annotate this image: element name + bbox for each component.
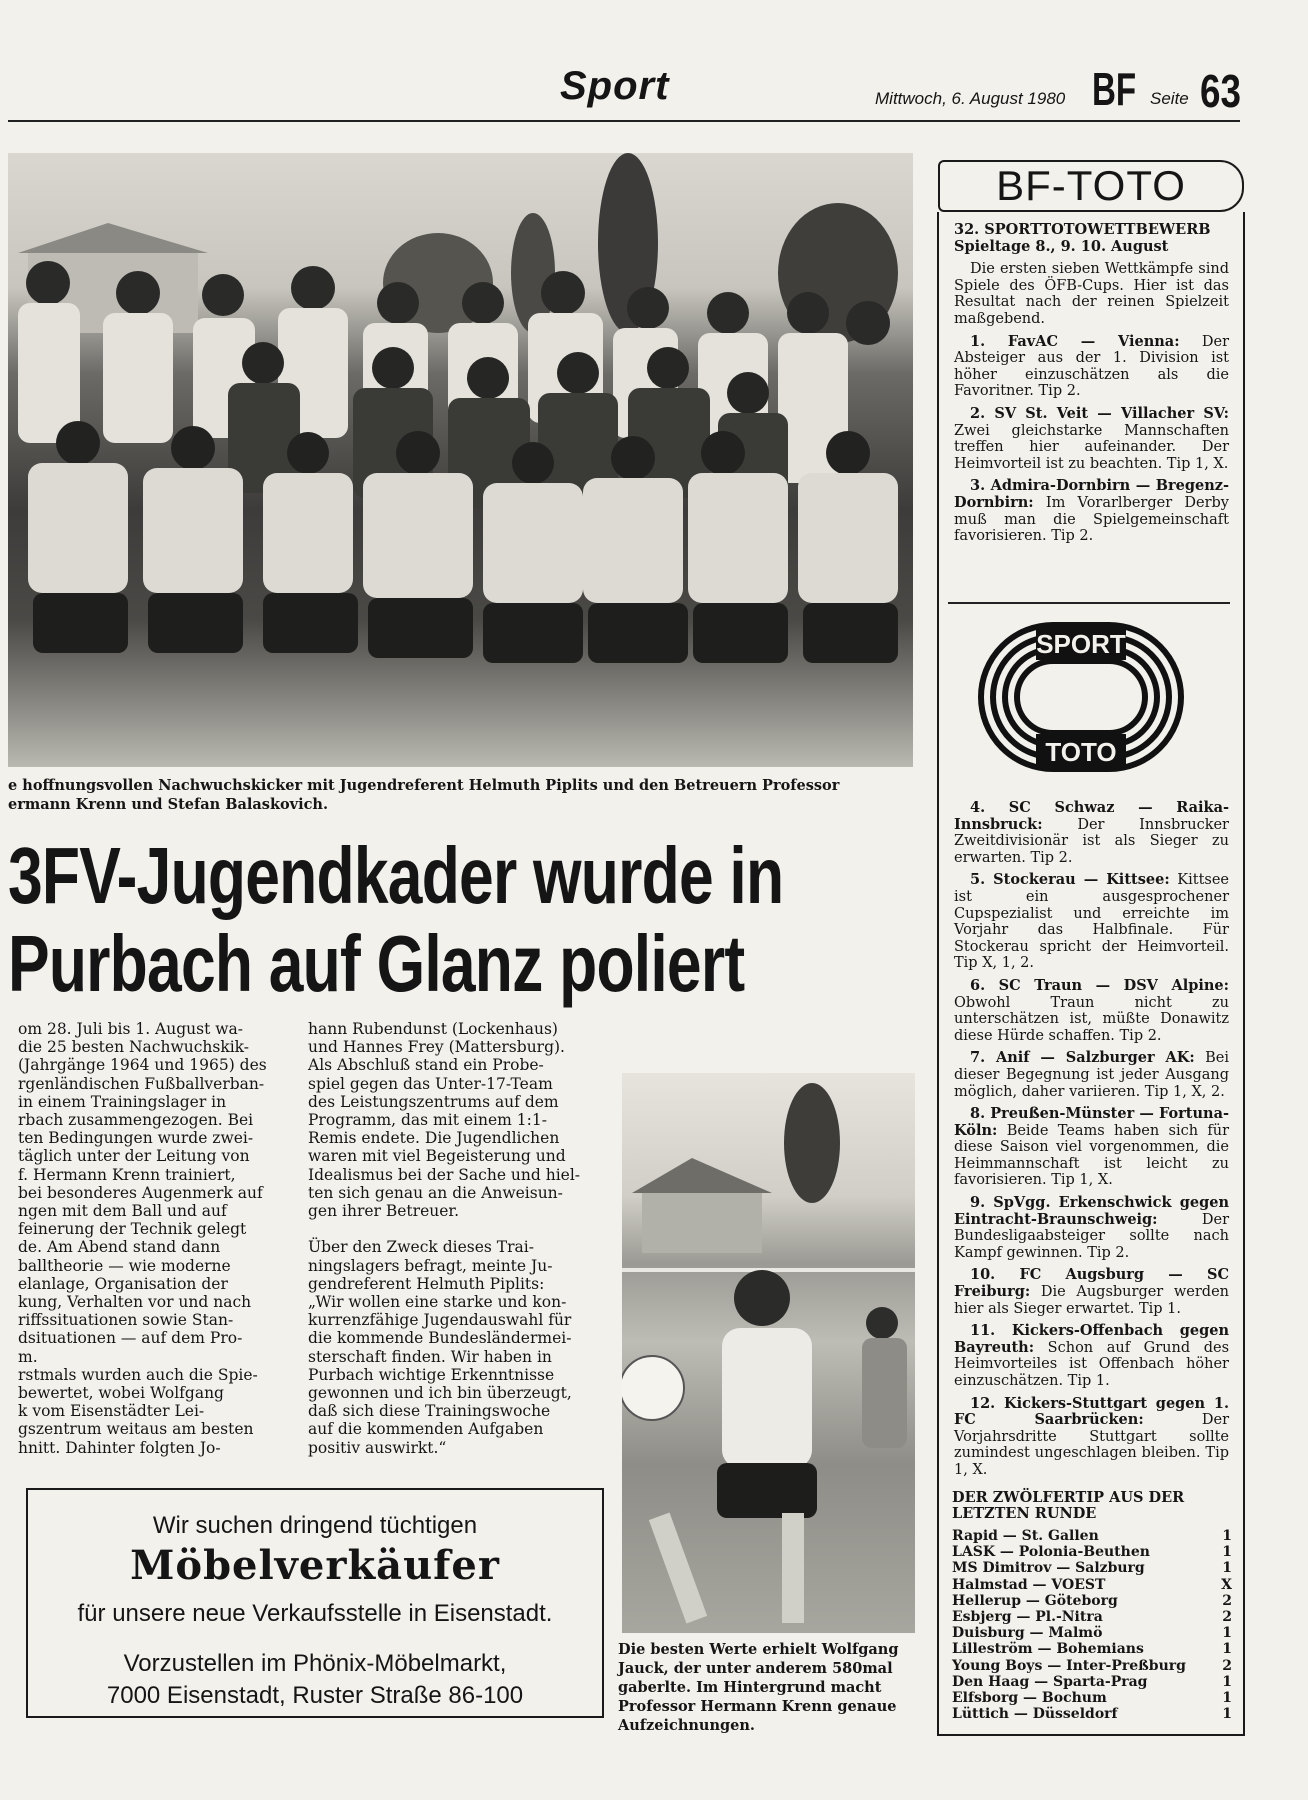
toto-game-teams: 2. SV St. Veit — Villacher SV: xyxy=(970,404,1229,422)
article-line: auf die kommenden Aufgaben xyxy=(308,1420,544,1439)
toto-game-text: Kittsee ist ein ausgesprochener Cupspezialist und erreichte im Vorjahr das Halbfinale. Für Stockerau spricht der Heimvorteil. Tip X, 1, 2. xyxy=(954,872,1229,972)
article-line: sterschaft finden. Wir haben in xyxy=(308,1347,552,1366)
article-line: ten sich genau an die Anweisun- xyxy=(308,1183,563,1202)
article-line: kurrenzfähige Jugendauswahl für xyxy=(308,1311,572,1330)
toto-games-mid xyxy=(954,800,1229,1479)
article-line: täglich unter der Leitung von xyxy=(18,1147,250,1166)
page-label: Seite xyxy=(1150,89,1189,108)
toto-game-text: Schon auf Grund des Heimvorteiles ist Offenbach höher einzuschätzen. Tip 1. xyxy=(954,1339,1230,1389)
toto-game-teams: 3. Admira-Dornbirn — Bregenz-Dornbirn: xyxy=(954,477,1229,511)
team-photo xyxy=(8,153,913,767)
logo-word-toto: TOTO xyxy=(1045,737,1117,767)
job-advertisement xyxy=(26,1488,604,1718)
article-line: rgenländischen Fußballverban- xyxy=(18,1074,265,1093)
newspaper-logo: BF xyxy=(1092,63,1137,115)
toto-game xyxy=(954,978,1229,1044)
result-match: Young Boys — Inter-Preßburg xyxy=(952,1657,1186,1674)
toto-game-teams: 6. SC Traun — DSV Alpine: xyxy=(970,976,1229,994)
headline-line-1: 3FV-Jugendkader wurde in xyxy=(8,831,784,920)
toto-game xyxy=(954,872,1229,972)
result-row xyxy=(952,1674,1232,1690)
result-match: Den Haag — Sparta-Prag xyxy=(952,1673,1148,1690)
article-line: feinerung der Technik gelegt xyxy=(18,1220,247,1239)
article-line: bewertet, wobei Wolfgang xyxy=(18,1384,224,1403)
result-tip: X xyxy=(1221,1576,1232,1593)
article-line: k vom Eisenstädter Lei- xyxy=(18,1402,205,1421)
article-line: gen ihrer Betreuer. xyxy=(308,1202,460,1221)
ad-job-title: Möbelverkäufer xyxy=(130,1542,500,1589)
toto-game xyxy=(954,478,1229,544)
toto-games-top xyxy=(954,334,1229,545)
toto-game-teams: 12. Kickers-Stuttgart gegen 1. FC Saarbrücken: xyxy=(954,1394,1229,1429)
toto-game-teams: 10. FC Augsburg — SC Freiburg: xyxy=(954,1266,1229,1301)
toto-top-section xyxy=(954,222,1229,551)
result-match: Lilleström — Bohemians xyxy=(952,1641,1144,1658)
result-row xyxy=(952,1625,1232,1641)
article-line: ngen mit dem Ball und auf xyxy=(18,1202,227,1221)
result-match: Rapid — St. Gallen xyxy=(952,1528,1099,1544)
article-line: riffssituationen sowie Stan- xyxy=(18,1311,234,1330)
result-row xyxy=(952,1706,1232,1722)
toto-game xyxy=(954,1267,1229,1317)
article-line: die 25 besten Nachwuchskik- xyxy=(18,1038,250,1057)
article-line: (Jahrgänge 1964 und 1965) des xyxy=(18,1056,267,1075)
toto-title: BF-TOTO xyxy=(938,160,1244,212)
article-line: ningslagers befragt, meinte Ju- xyxy=(308,1256,553,1275)
result-row xyxy=(952,1658,1232,1674)
article-line: gendreferent Helmuth Piplits: xyxy=(308,1274,545,1293)
result-match: MS Dimitrov — Salzburg xyxy=(952,1560,1145,1577)
article-line: „Wir wollen eine starke und kon- xyxy=(308,1293,567,1312)
toto-game-teams: 5. Stockerau — Kittsee: xyxy=(970,871,1170,889)
result-match: Esbjerg — Pl.-Nitra xyxy=(952,1609,1103,1626)
result-tip: 1 xyxy=(1222,1706,1232,1723)
article-line: hnitt. Dahinter folgten Jo- xyxy=(18,1438,221,1457)
result-row xyxy=(952,1641,1232,1657)
toto-game xyxy=(954,406,1229,472)
result-tip: 1 xyxy=(1222,1690,1232,1707)
result-tip: 1 xyxy=(1222,1625,1232,1642)
results-list xyxy=(952,1528,1232,1722)
ad-intro: Wir suchen dringend tüchtigen xyxy=(152,1512,478,1539)
team-photo-caption: e hoffnungsvollen Nachwuchskicker mit Jugendreferent Helmuth Piplits und den Betreuern Professor ermann Krenn und Stefan Balaskovich. xyxy=(8,777,840,813)
toto-subheading: Spieltage 8., 9. 10. August xyxy=(954,237,1169,255)
result-row xyxy=(952,1593,1232,1609)
article-line: in einem Trainingslager in xyxy=(18,1092,227,1111)
toto-game-text: Der Vorjahrsdritte Stuttgart sollte zumindest ungeschlagen bleiben. Tip 1, X. xyxy=(954,1412,1229,1478)
result-row xyxy=(952,1560,1232,1576)
article-line: Programm, das mit einem 1:1- xyxy=(308,1111,547,1130)
toto-game-text: Der Bundesligaabsteiger sollte nach Kampf gewinnen. Tip 2. xyxy=(954,1211,1229,1261)
issue-date: Mittwoch, 6. August 1980 xyxy=(875,89,1066,108)
article-line: elanlage, Organisation der xyxy=(18,1274,228,1293)
result-tip: 1 xyxy=(1222,1673,1232,1690)
result-tip: 1 xyxy=(1222,1641,1232,1658)
toto-game xyxy=(954,1396,1229,1479)
article-column-1 xyxy=(18,1020,288,1457)
header-rule xyxy=(8,120,1240,122)
article-line: m. xyxy=(18,1347,38,1366)
article-line xyxy=(308,1220,608,1238)
article-line: f. Hermann Krenn trainiert, xyxy=(18,1165,236,1184)
result-match: Duisburg — Malmö xyxy=(952,1625,1103,1642)
toto-game xyxy=(954,1050,1229,1100)
toto-game-teams: 9. SpVgg. Erkenschwick gegen Eintracht-Braunschweig: xyxy=(954,1194,1229,1228)
player-juggling-photo xyxy=(622,1073,915,1633)
article-line: ten Bedingungen wurde zwei- xyxy=(18,1129,254,1148)
sport-toto-logo xyxy=(978,622,1184,772)
result-tip: 1 xyxy=(1222,1544,1232,1561)
player-photo-caption: Die besten Werte erhielt Wolfgang Jauck, der unter anderem 580mal gaberlte. Im Hintergrund macht Professor Hermann Krenn genaue Aufzeichnungen. xyxy=(618,1641,899,1734)
result-tip: 1 xyxy=(1222,1560,1232,1577)
result-tip: 2 xyxy=(1222,1592,1232,1609)
result-match: Lüttich — Düsseldorf xyxy=(952,1706,1118,1723)
toto-middle-section xyxy=(954,800,1229,1485)
result-match: Elfsborg — Bochum xyxy=(952,1690,1107,1707)
section-title: Sport xyxy=(560,64,670,108)
article-line: bei besonderes Augenmerk auf xyxy=(18,1183,263,1202)
toto-game-teams: 4. SC Schwaz — Raika-Innsbruck: xyxy=(954,799,1229,833)
article-line: balltheorie — wie moderne xyxy=(18,1256,231,1275)
toto-game xyxy=(954,1195,1229,1261)
article-line: des Leistungszentrums auf dem xyxy=(308,1092,559,1111)
toto-game xyxy=(954,800,1229,866)
article-line: rbach zusammengezogen. Bei xyxy=(18,1111,254,1130)
toto-game-text: Obwohl Traun nicht zu unterschätzen ist, müßte Donawitz diese Hürde schaffen. Tip 2. xyxy=(954,994,1229,1044)
article-line: kung, Verhalten vor und nach xyxy=(18,1293,252,1312)
toto-game-text: Zwei gleichstarke Mannschaften treffen hier aufeinander. Der Heimvorteil ist zu beachten. Tip 1, X. xyxy=(954,422,1229,472)
toto-game-text: Der Absteiger aus der 1. Division ist höher einzuschätzen als die Favoritner. Tip 2. xyxy=(954,333,1229,400)
article-line: Remis endete. Die Jugendlichen xyxy=(308,1129,560,1148)
toto-game xyxy=(954,1106,1229,1189)
result-match: Halmstad — VOEST xyxy=(952,1576,1106,1593)
page-number: 63 xyxy=(1200,65,1241,117)
result-row xyxy=(952,1690,1232,1706)
toto-divider xyxy=(948,602,1230,604)
article-line: gewonnen und ich bin überzeugt, xyxy=(308,1384,572,1403)
toto-game-text: Beide Teams haben sich für diese Saison viel vorgenommen, die Heimmannschaft ist leicht zu favorisieren. Tip 1, X. xyxy=(954,1122,1230,1189)
toto-game-text: Der Innsbrucker Zweitdivisionär ist als Sieger zu erwarten. Tip 2. xyxy=(954,816,1229,866)
logo-word-sport: SPORT xyxy=(1036,629,1126,659)
article-line: spiel gegen das Unter-17-Team xyxy=(308,1074,553,1093)
toto-game xyxy=(954,1323,1229,1389)
headline-line-2: Purbach auf Glanz poliert xyxy=(8,919,745,1008)
article-line: dsituationen — auf dem Pro- xyxy=(18,1329,243,1348)
ad-address: 7000 Eisenstadt, Ruster Straße 86-100 xyxy=(106,1682,524,1709)
toto-game xyxy=(954,334,1229,400)
result-match: Hellerup — Göteborg xyxy=(952,1592,1118,1609)
toto-game-text: Die Augsburger werden hier als Sieger erwartet. Tip 1. xyxy=(954,1284,1229,1317)
result-row xyxy=(952,1609,1232,1625)
article-line: Purbach wichtige Erkenntnisse xyxy=(308,1365,555,1384)
result-tip: 2 xyxy=(1222,1657,1232,1674)
toto-game-teams: 1. FavAC — Vienna: xyxy=(970,332,1180,350)
article-line: rstmals wurden auch die Spie- xyxy=(18,1365,258,1384)
results-heading: DER ZWÖLFERTIP AUS DER LETZTEN RUNDE xyxy=(952,1489,1185,1522)
article-line: daß sich diese Trainingswoche xyxy=(308,1402,551,1421)
article-line: gszentrum weitaus am besten xyxy=(18,1420,254,1439)
article-line: und Hannes Frey (Mattersburg). xyxy=(308,1038,565,1057)
article-line: Als Abschluß stand ein Probe- xyxy=(308,1056,544,1075)
article-headline xyxy=(8,831,784,1008)
toto-game-teams: 11. Kickers-Offenbach gegen Bayreuth: xyxy=(954,1322,1229,1356)
article-line: Idealismus bei der Sache und hiel- xyxy=(308,1165,581,1184)
toto-game-text: Bei dieser Begegnung ist jeder Ausgang möglich, daher variieren. Tip 1, X, 2. xyxy=(954,1050,1230,1100)
toto-game-text: Im Vorarlberger Derby muß man die Spielgemeinschaft favorisieren. Tip 2. xyxy=(954,494,1229,545)
article-line: die kommende Bundesländermei- xyxy=(308,1329,572,1348)
result-match: LASK — Polonia-Beuthen xyxy=(952,1544,1150,1561)
article-line: hann Rubendunst (Lockenhaus) xyxy=(308,1020,558,1038)
article-line: de. Am Abend stand dann xyxy=(18,1238,221,1257)
result-row xyxy=(952,1528,1232,1544)
toto-intro: Die ersten sieben Wettkämpfe sind Spiele des ÖFB-Cups. Hier ist das Resultat nach der reinen Spielzeit maßgebend. xyxy=(954,261,1229,327)
toto-game-teams: 8. Preußen-Münster — Fortuna-Köln: xyxy=(954,1105,1229,1139)
result-tip: 2 xyxy=(1222,1609,1232,1626)
result-row xyxy=(952,1544,1232,1560)
article-line: om 28. Juli bis 1. August wa- xyxy=(18,1020,243,1038)
ad-location: für unsere neue Verkaufsstelle in Eisenstadt. xyxy=(77,1600,553,1627)
toto-heading: 32. SPORTTOTOWETTBEWERB xyxy=(954,221,1211,238)
result-tip: 1 xyxy=(1222,1528,1232,1544)
article-line: waren mit viel Begeisterung und xyxy=(308,1147,566,1166)
toto-game-teams: 7. Anif — Salzburger AK: xyxy=(970,1049,1195,1067)
article-line: Über den Zweck dieses Trai- xyxy=(308,1238,534,1257)
article-column-2 xyxy=(308,1020,608,1457)
ad-contact: Vorzustellen im Phönix-Möbelmarkt, xyxy=(123,1650,507,1677)
result-row xyxy=(952,1577,1232,1593)
article-line: positiv auswirkt.“ xyxy=(308,1438,447,1457)
